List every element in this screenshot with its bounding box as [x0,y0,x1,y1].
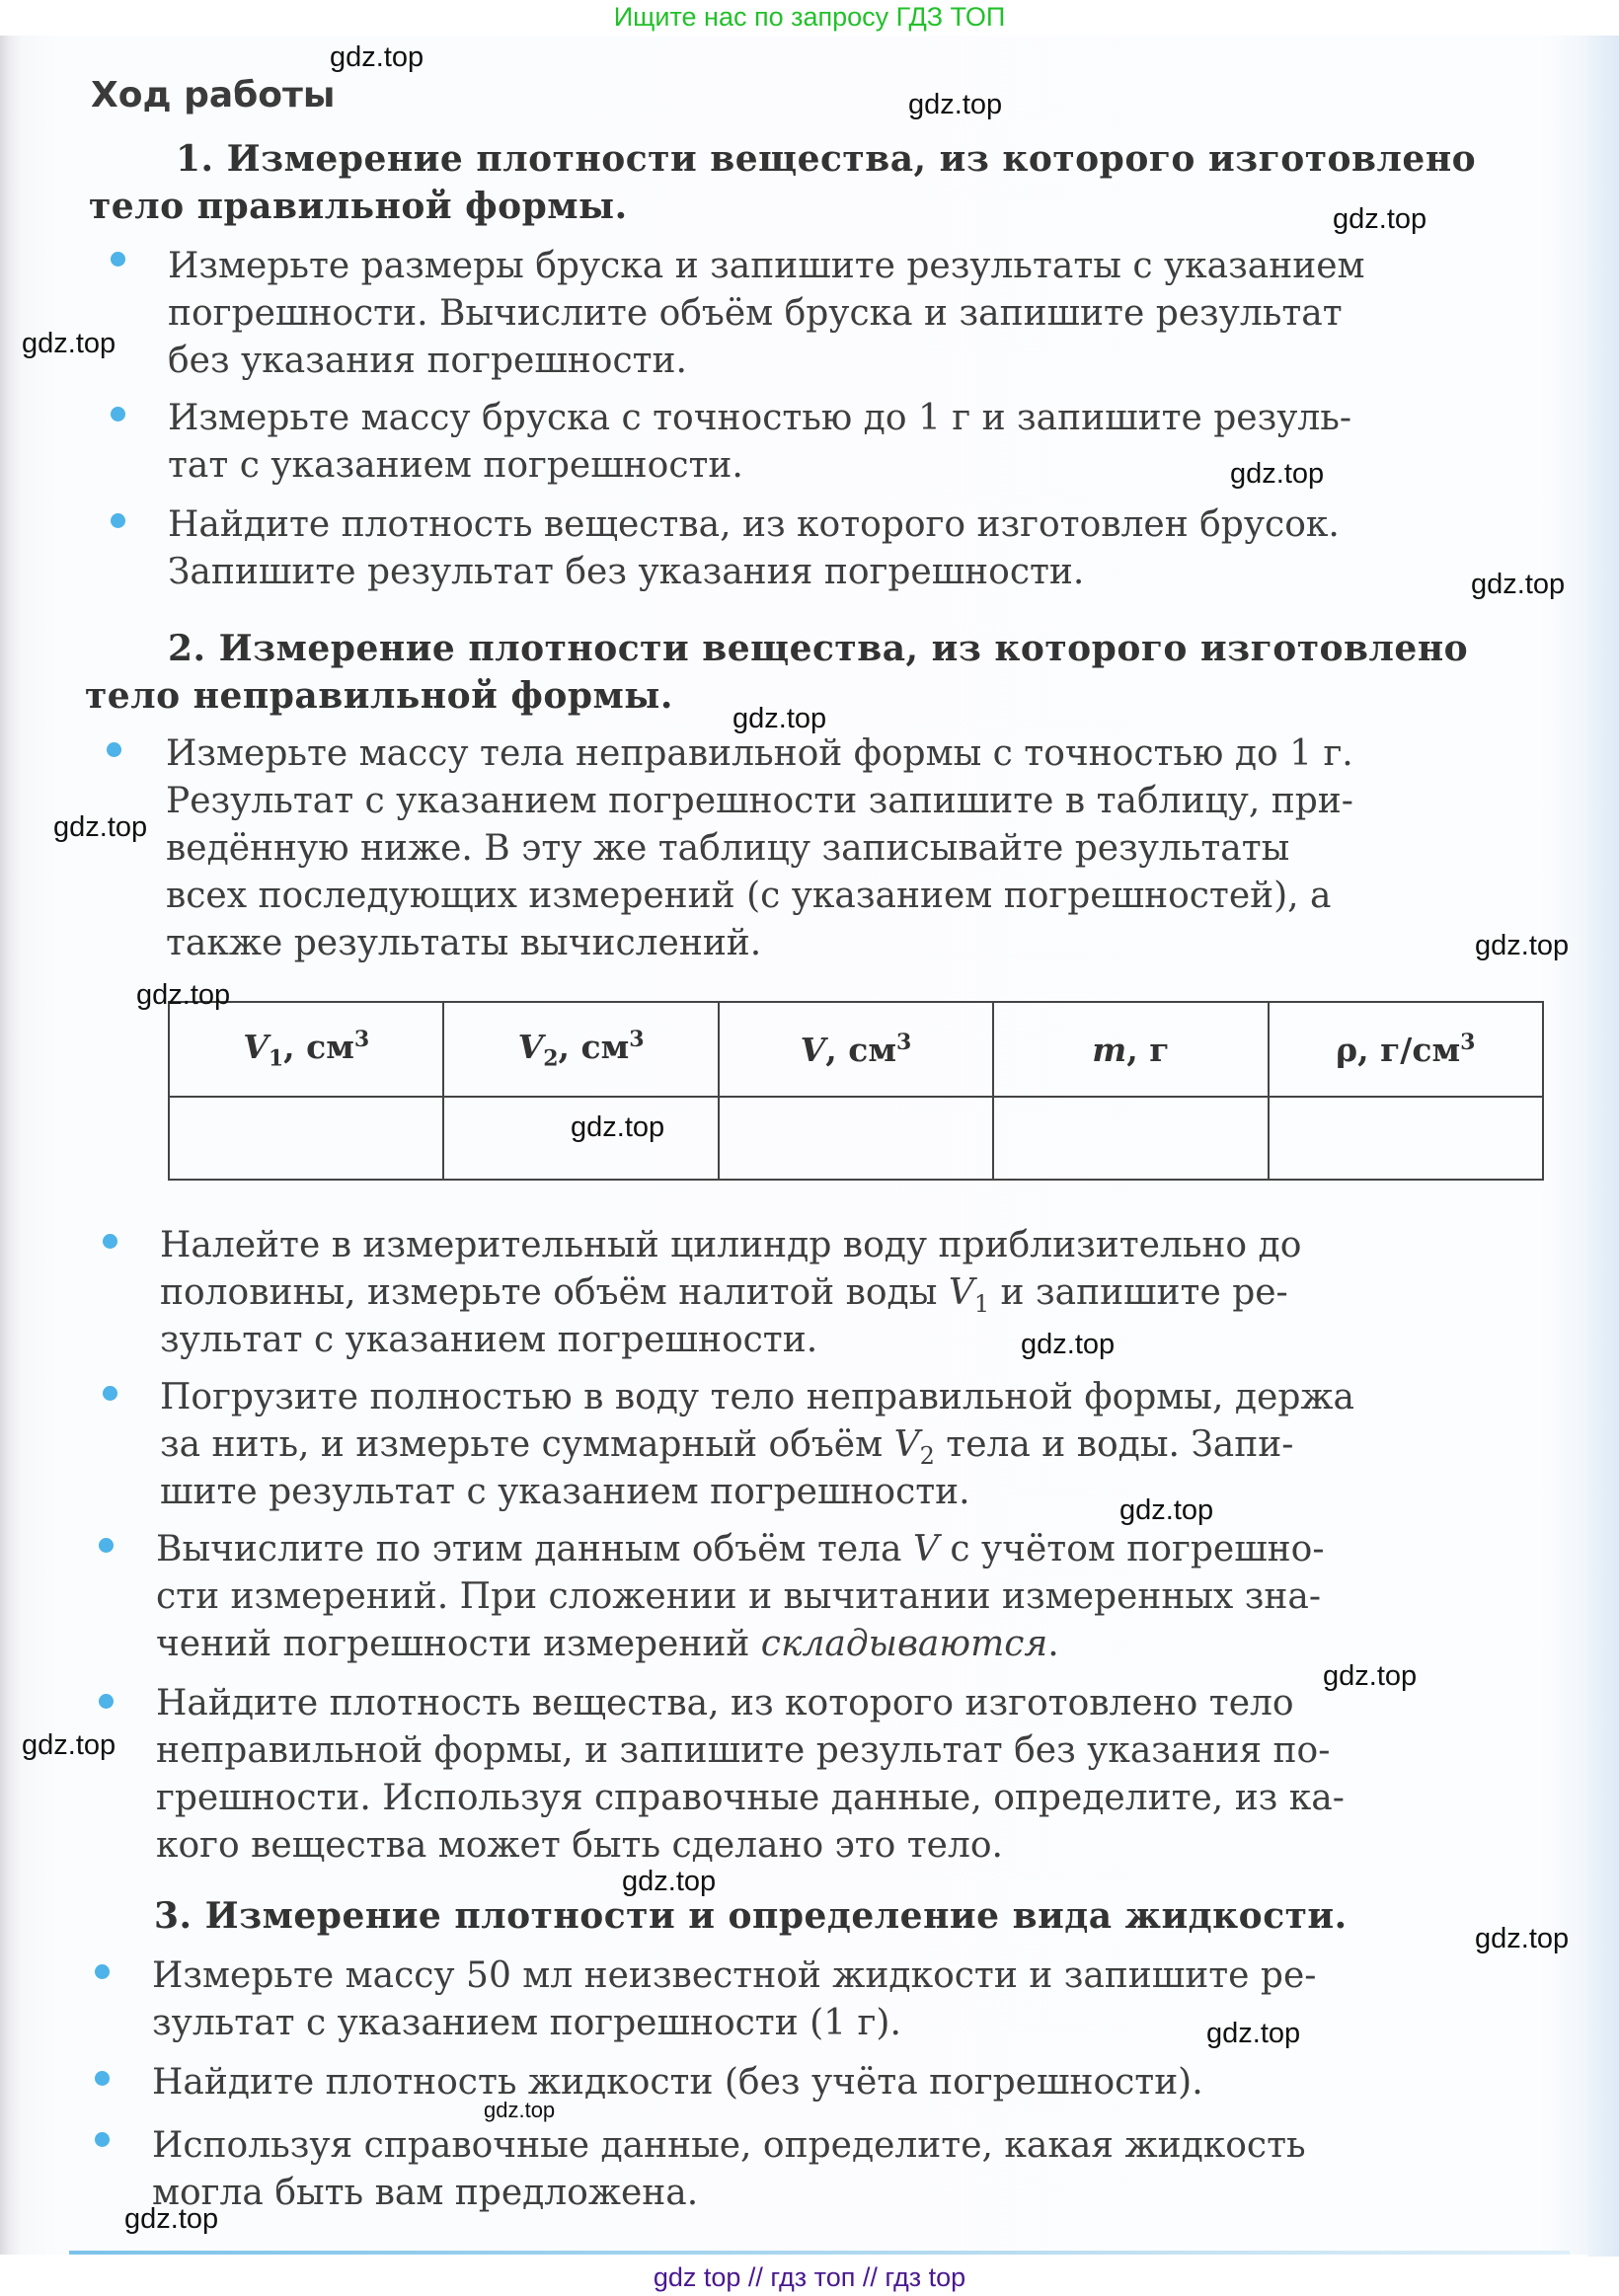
table-header-row [169,1002,1543,1097]
watermark: gdz.top [1475,1923,1570,1954]
bullet-icon [95,1964,110,1979]
bottom-promo-banner: gdz top // гдз топ // гдз top [653,2262,966,2292]
bullet-icon [99,1538,114,1553]
s2-item1-line3: зультат с указанием погрешности. [160,1320,818,1360]
bullet-icon [103,1386,117,1401]
page-heading: Ход работы [91,75,336,115]
s2-item3-line2: сти измерений. При сложении и вычитании измеренных зна- [156,1576,1321,1617]
table-header-v: V, $см^3$ [719,1002,993,1097]
s2-item2-line2: за нить, и измерьте суммарный объём $V_2$ тела и воды. Запи- [160,1424,1294,1470]
s1-item2-line2: тат с указанием погрешности. [168,445,743,486]
bullet-icon [95,2132,110,2147]
watermark: gdz.top [908,89,1003,120]
s1-item3-line2: Запишите результат без указания погрешности. [168,552,1085,592]
watermark: gdz.top [1230,458,1325,490]
watermark: gdz.top [1475,930,1570,961]
watermark: gdz.top [136,979,231,1011]
s1-item1-line3: без указания погрешности. [168,341,687,381]
s2-item4-line4: кого вещества может быть сделано это тело. [156,1825,1003,1866]
table-header-v2: $V_2$, $см^3$ [443,1002,718,1097]
s3-item3-line2: могла быть вам предложена. [152,2173,699,2213]
s3-item1-line1: Измерьте массу 50 мл неизвестной жидкости и запишите ре- [152,1955,1317,1996]
section-2-title-line1: 2. Измерение плотности вещества, из которого изготовлено [168,628,1469,669]
measurements-table [168,1001,1544,1181]
bullet-icon [111,407,125,421]
table-header-rho: ρ, $г/см^3$ [1269,1002,1543,1097]
s2-intro-line4: всех последующих измерений (с указанием погрешностей), а [166,876,1332,916]
table-cell [993,1097,1268,1180]
s2-item3-line3: чений погрешности измерений складываются. [156,1624,1059,1664]
table-header-v1: $V_1$, $см^3$ [169,1002,443,1097]
s3-item2-line1: Найдите плотность жидкости (без учёта погрешности). [152,2062,1203,2103]
watermark: gdz.top [330,41,424,73]
bullet-icon [111,252,125,267]
table-cell [169,1097,443,1180]
bullet-icon [107,742,121,757]
s3-item1-line2: зультат с указанием погрешности (1 г). [152,2003,901,2043]
s2-intro-line1: Измерьте массу тела неправильной формы с точностью до 1 г. [166,733,1353,774]
watermark: gdz.top [1119,1494,1214,1526]
watermark: gdz.top [22,328,116,359]
s2-item2-line3: шите результат с указанием погрешности. [160,1472,970,1512]
section-1-title-line2: тело правильной формы. [89,186,628,227]
s2-item4-line1: Найдите плотность вещества, из которого изготовлено тело [156,1683,1294,1723]
watermark: gdz.top [22,1729,116,1761]
s3-item3-line1: Используя справочные данные, определите, какая жидкость [152,2125,1306,2166]
watermark: gdz.top [1021,1329,1116,1360]
s2-item4-line3: грешности. Используя справочные данные, определите, из ка- [156,1778,1345,1818]
s2-item3-line1: Вычислите по этим данным объём тела V с учётом погрешно- [156,1529,1325,1569]
watermark: gdz.top [571,1111,665,1143]
watermark: gdz.top [1206,2018,1301,2049]
watermark: gdz.top [484,2098,556,2122]
s2-item1-line1: Налейте в измерительный цилиндр воду приблизительно до [160,1225,1302,1265]
s1-item1-line2: погрешности. Вычислите объём бруска и запишите результат [168,293,1343,334]
s1-item1-line1: Измерьте размеры бруска и запишите результаты с указанием [168,246,1365,286]
watermark: gdz.top [732,703,827,734]
bullet-icon [95,2071,110,2086]
page-bottom-rule [69,2251,1570,2255]
table-cell [719,1097,993,1180]
s2-item4-line2: неправильной формы, и запишите результат без указания по- [156,1730,1331,1771]
page-edge-strip [1587,36,1619,2257]
s2-item2-line1: Погрузите полностью в воду тело неправильной формы, держа [160,1377,1354,1417]
s2-intro-line2: Результат с указанием погрешности запишите в таблицу, при- [166,781,1353,821]
bullet-icon [111,513,125,528]
watermark: gdz.top [53,811,148,843]
watermark: gdz.top [1323,1660,1418,1692]
watermark: gdz.top [1471,569,1566,600]
section-3-title: 3. Измерение плотности и определение вида жидкости. [154,1895,1348,1937]
s1-item2-line1: Измерьте массу бруска с точностью до 1 г и запишите резуль- [168,398,1352,438]
table-cell [1269,1097,1543,1180]
s1-item3-line1: Найдите плотность вещества, из которого изготовлен брусок. [168,504,1340,545]
table-row [169,1097,1543,1180]
watermark: gdz.top [622,1866,717,1897]
s2-intro-line3: ведённую ниже. В эту же таблицу записывайте результаты [166,828,1290,869]
section-2-title-line2: тело неправильной формы. [85,675,673,717]
bullet-icon [103,1234,117,1249]
bullet-icon [99,1694,114,1709]
s2-intro-line5: также результаты вычислений. [166,923,762,963]
watermark: gdz.top [1333,203,1427,235]
s2-item1-line2: половины, измерьте объём налитой воды $V_1$ и запишите ре- [160,1272,1288,1318]
table-header-m: m, г [993,1002,1268,1097]
top-promo-banner: Ищите нас по запросу ГДЗ ТОП [613,2,1006,32]
watermark: gdz.top [124,2203,219,2235]
section-1-title-line1: 1. Измерение плотности вещества, из которого изготовлено [176,138,1477,180]
